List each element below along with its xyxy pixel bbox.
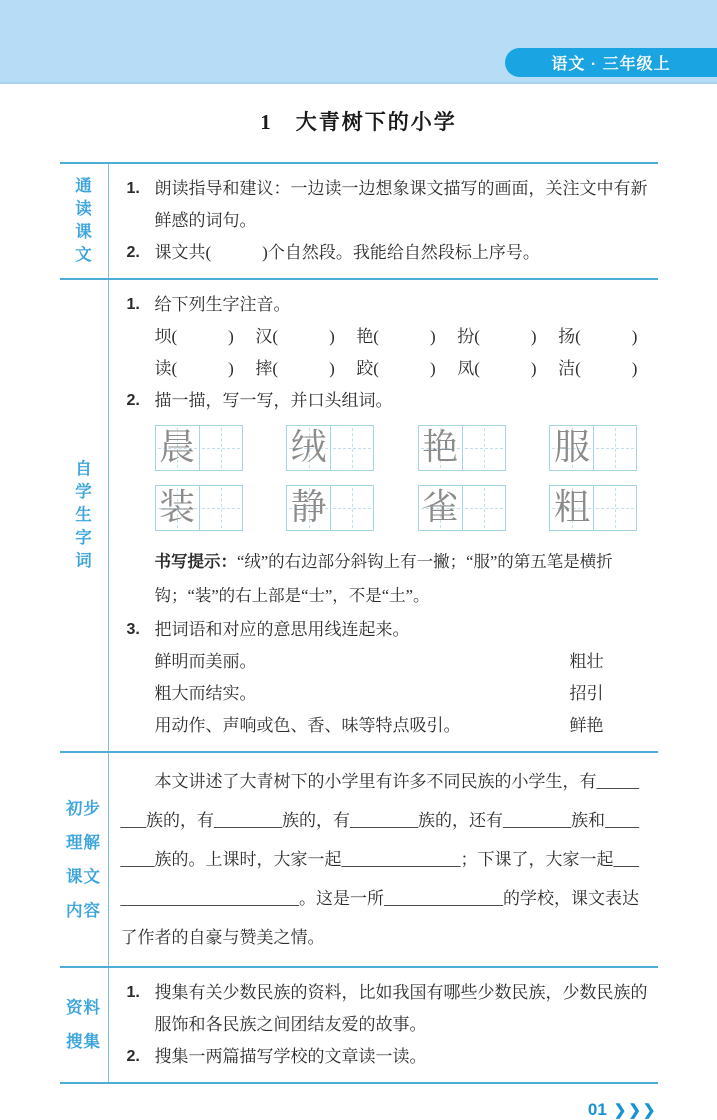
- pinyin-cell: 读( ): [154, 359, 234, 378]
- list-item: [127, 614, 650, 646]
- model-character: 绒: [290, 427, 327, 468]
- section-comprehension: [60, 753, 658, 968]
- list-item: [127, 173, 650, 237]
- item-number: 1.: [126, 984, 140, 1001]
- pinyin-cell: 汉( ): [255, 327, 335, 346]
- pinyin-cell: 洁( ): [558, 359, 638, 378]
- grid-cell: [419, 426, 462, 470]
- match-row: [155, 710, 628, 742]
- label-line: 理解: [66, 833, 101, 852]
- match-definition: 用动作、声响或色、香、味等特点吸引。: [154, 716, 461, 735]
- grid-cell-empty: [593, 486, 636, 530]
- label-line: 学: [75, 483, 92, 501]
- writing-tip-text: “绒”的右边部分斜钩上有一撇；“服”的第五笔是横折钩；“装”的右上部是“士”，不是“土”。: [154, 552, 613, 605]
- grid-cell: [550, 486, 593, 530]
- section-self-study-words: [60, 280, 658, 753]
- writing-tip: [155, 545, 644, 612]
- section-label: [60, 164, 109, 278]
- practice-grid: [418, 485, 506, 531]
- pinyin-cell: 扮( ): [457, 327, 537, 346]
- label-line: 内容: [66, 901, 101, 920]
- list-item: [127, 237, 650, 269]
- pinyin-row: [155, 353, 650, 385]
- grid-cell-empty: [330, 426, 373, 470]
- match-word: 粗壮: [569, 652, 604, 671]
- label-line: 自: [75, 460, 92, 478]
- fill-in-paragraph: 本文讲述了大青树下的小学里有许多不同民族的小学生，有________族的，有________族的，有________族的，还有________族和________族的。上课时，大家一起______________；下课了，大家一起________________________。这是一所______________的学校，课文表达了作者的自豪与赞美之情。: [120, 772, 639, 947]
- item-number: 3.: [126, 621, 140, 638]
- item-text: 搜集有关少数民族的资料，比如我国有哪些少数民族，少数民族的服饰和各民族之间团结友爱的故事。: [154, 983, 648, 1034]
- grid-cell-empty: [330, 486, 373, 530]
- model-character: 雀: [422, 487, 459, 528]
- model-character: 静: [290, 487, 327, 528]
- label-line: 课文: [66, 867, 101, 886]
- item-text: 描一描，写一写，并口头组词。: [154, 391, 393, 410]
- model-character: 服: [553, 427, 590, 468]
- lesson-title: 1 大青树下的小学: [260, 110, 457, 134]
- pinyin-cell: 艳( ): [356, 327, 436, 346]
- pinyin-cell: 跤( ): [356, 359, 436, 378]
- practice-grid: [155, 485, 243, 531]
- match-word: 鲜艳: [569, 716, 604, 735]
- match-word: 招引: [569, 684, 604, 703]
- list-item: [127, 385, 650, 417]
- label-line: 初步: [66, 799, 101, 818]
- label-line: 课: [75, 223, 92, 241]
- list-item: [127, 289, 650, 321]
- section-content: [109, 164, 658, 278]
- list-item: [127, 977, 650, 1041]
- section-content: [109, 753, 658, 966]
- item-number: 2.: [126, 244, 140, 261]
- item-text: 把词语和对应的意思用线连起来。: [154, 620, 410, 639]
- header-band: [0, 0, 717, 84]
- match-definition: 鲜明而美丽。: [154, 652, 257, 671]
- match-row: [155, 646, 628, 678]
- pinyin-row: [155, 321, 650, 353]
- pinyin-cell: 扬( ): [558, 327, 638, 346]
- model-character: 粗: [553, 487, 590, 528]
- pinyin-cell: 摔( ): [255, 359, 335, 378]
- next-arrows-icon: ❯❯❯: [613, 1102, 658, 1119]
- item-number: 2.: [126, 392, 140, 409]
- grid-cell-empty: [199, 486, 242, 530]
- section-label: [60, 753, 109, 966]
- label-line: 生: [75, 506, 92, 524]
- model-character: 装: [158, 487, 195, 528]
- item-text: 给下列生字注音。: [154, 295, 291, 314]
- section-label: [60, 968, 109, 1082]
- grid-cell: [156, 426, 199, 470]
- section-read-through: [60, 164, 658, 280]
- practice-grid: [549, 485, 637, 531]
- worksheet-table: [60, 162, 658, 1084]
- label-line: 文: [75, 246, 92, 264]
- section-content: [109, 280, 658, 751]
- grid-cell: [156, 486, 199, 530]
- label-line: 通: [75, 177, 92, 195]
- pinyin-cell: 坝( ): [154, 327, 234, 346]
- grid-cell: [287, 426, 330, 470]
- label-line: 字: [75, 529, 92, 547]
- model-character: 晨: [158, 427, 195, 468]
- item-text: 搜集一两篇描写学校的文章读一读。: [154, 1047, 427, 1066]
- item-number: 1.: [126, 296, 140, 313]
- grid-cell-empty: [462, 426, 505, 470]
- grid-cell: [419, 486, 462, 530]
- list-item: [127, 1041, 650, 1073]
- grid-cell-empty: [462, 486, 505, 530]
- label-line: 词: [75, 552, 92, 570]
- grid-cell-empty: [593, 426, 636, 470]
- practice-grid: [418, 425, 506, 471]
- grid-cell: [550, 426, 593, 470]
- item-number: 1.: [126, 180, 140, 197]
- grade-badge: 语文 · 三年级上: [505, 48, 717, 77]
- grid-cell-empty: [199, 426, 242, 470]
- label-line: 资料: [66, 999, 101, 1017]
- practice-grid: [286, 485, 374, 531]
- match-row: [155, 678, 628, 710]
- practice-grid: [155, 425, 243, 471]
- item-text: 朗读指导和建议：一边读一边想象课文描写的画面，关注文中有新鲜感的词句。: [154, 179, 648, 230]
- label-line: 搜集: [66, 1033, 101, 1051]
- pinyin-cell: 凤( ): [457, 359, 537, 378]
- grid-cell: [287, 486, 330, 530]
- model-character: 艳: [422, 427, 459, 468]
- practice-grid: [549, 425, 637, 471]
- section-content: [109, 968, 658, 1082]
- label-line: 读: [75, 200, 92, 218]
- matching-exercise: [155, 646, 650, 742]
- practice-grid: [286, 425, 374, 471]
- page-number: 01: [587, 1100, 607, 1119]
- section-label: [60, 280, 109, 751]
- page-footer: [60, 1100, 658, 1120]
- item-text: 课文共( )个自然段。我能给自然段标上序号。: [154, 243, 540, 262]
- section-material-collection: [60, 968, 658, 1084]
- writing-tip-label: 书写提示：: [154, 553, 237, 571]
- practice-grid-row: [155, 425, 638, 471]
- match-definition: 粗大而结实。: [154, 684, 257, 703]
- item-number: 2.: [126, 1048, 140, 1065]
- practice-grid-row: [155, 485, 638, 531]
